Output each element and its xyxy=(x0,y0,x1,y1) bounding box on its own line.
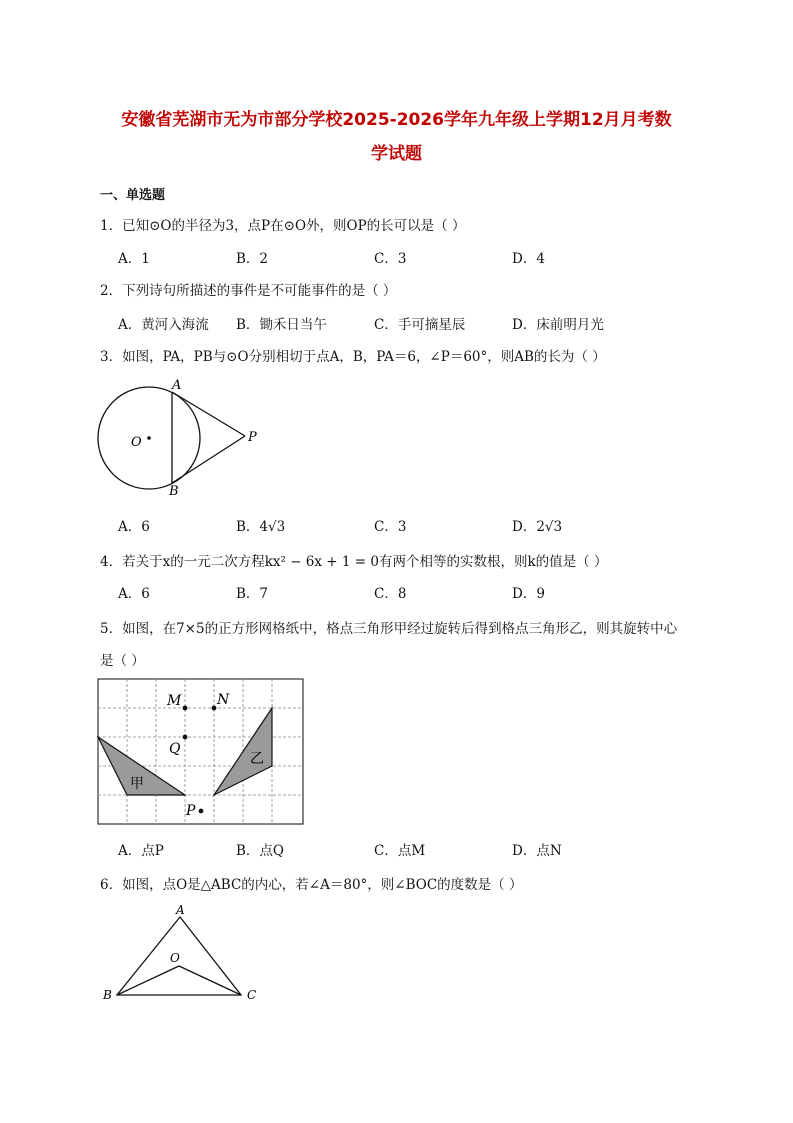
point-q xyxy=(183,735,188,740)
label-m: M xyxy=(167,693,182,709)
point-n xyxy=(212,706,217,711)
center-dot xyxy=(147,436,151,440)
q5-option-d[interactable]: D．点N xyxy=(512,843,562,859)
q3-option-a[interactable]: A．6 xyxy=(118,519,150,535)
label-b: B xyxy=(103,988,112,1002)
paper-title-line2: 学试题 xyxy=(371,144,422,164)
q1-option-a[interactable]: A．1 xyxy=(118,251,150,267)
label-b: B xyxy=(169,484,179,499)
q2-option-b[interactable]: B．锄禾日当午 xyxy=(236,317,327,333)
q3-option-b[interactable]: B．4√3 xyxy=(236,519,286,535)
point-m xyxy=(183,706,188,711)
label-c: C xyxy=(247,988,257,1002)
label-n: N xyxy=(217,692,230,708)
label-o: O xyxy=(170,951,180,965)
q5-option-a[interactable]: A．点P xyxy=(118,843,164,859)
q4-option-c[interactable]: C．8 xyxy=(374,586,407,602)
point-p xyxy=(199,809,204,814)
q2-option-d[interactable]: D．床前明月光 xyxy=(512,317,604,333)
label-a: A xyxy=(172,378,182,393)
q1-option-c[interactable]: C．3 xyxy=(374,251,407,267)
question-3-stem: 3．如图，PA，PB与⊙O分别相切于点A，B，PA＝6，∠P＝60°，则AB的长为（ ） xyxy=(100,349,606,365)
q3-circle-tangent-figure xyxy=(95,375,275,500)
label-p: P xyxy=(248,430,257,445)
q2-option-c[interactable]: C．手可摘星辰 xyxy=(374,317,466,333)
segment-bo xyxy=(117,966,179,995)
q4-option-d[interactable]: D．9 xyxy=(512,586,545,602)
label-o: O xyxy=(131,435,142,450)
question-6-stem: 6．如图，点O是△ABC的内心，若∠A＝80°，则∠BOC的度数是（ ） xyxy=(100,877,523,893)
question-5-stem-cont: 是（ ） xyxy=(100,653,145,669)
paper-title-line1: 安徽省芜湖市无为市部分学校2025-2026学年九年级上学期12月月考数 xyxy=(121,110,672,130)
q5-option-c[interactable]: C．点M xyxy=(374,843,426,859)
question-4-stem: 4．若关于x的一元二次方程kx² − 6x + 1 = 0有两个相等的实数根，则k的值是（ ） xyxy=(100,554,608,570)
question-2-stem: 2．下列诗句所描述的事件是不可能事件的是（ ） xyxy=(100,283,397,299)
label-yi: 乙 xyxy=(250,751,264,767)
label-a: A xyxy=(176,903,185,917)
q3-option-d[interactable]: D．2√3 xyxy=(512,519,563,535)
tangent-pb xyxy=(172,436,245,483)
label-p: P xyxy=(186,803,196,819)
q1-option-d[interactable]: D．4 xyxy=(512,251,545,267)
q5-grid-figure xyxy=(97,678,305,826)
question-5-stem: 5．如图，在7×5的正方形网格纸中，格点三角形甲经过旋转后得到格点三角形乙，则其旋转中心 xyxy=(100,621,678,637)
label-q: Q xyxy=(169,741,181,757)
label-jia: 甲 xyxy=(130,776,144,792)
segment-co xyxy=(179,966,241,995)
q1-option-b[interactable]: B．2 xyxy=(236,251,269,267)
tangent-pa xyxy=(172,392,245,436)
q6-triangle-incenter-figure xyxy=(100,900,270,1010)
question-1-stem: 1．已知⊙O的半径为3，点P在⊙O外，则OP的长可以是（ ） xyxy=(100,218,466,234)
q3-option-c[interactable]: C．3 xyxy=(374,519,407,535)
q5-option-b[interactable]: B．点Q xyxy=(236,843,284,859)
section-heading: 一、单选题 xyxy=(100,188,166,203)
q4-option-a[interactable]: A．6 xyxy=(118,586,150,602)
q4-option-b[interactable]: B．7 xyxy=(236,586,269,602)
q2-option-a[interactable]: A．黄河入海流 xyxy=(118,317,209,333)
